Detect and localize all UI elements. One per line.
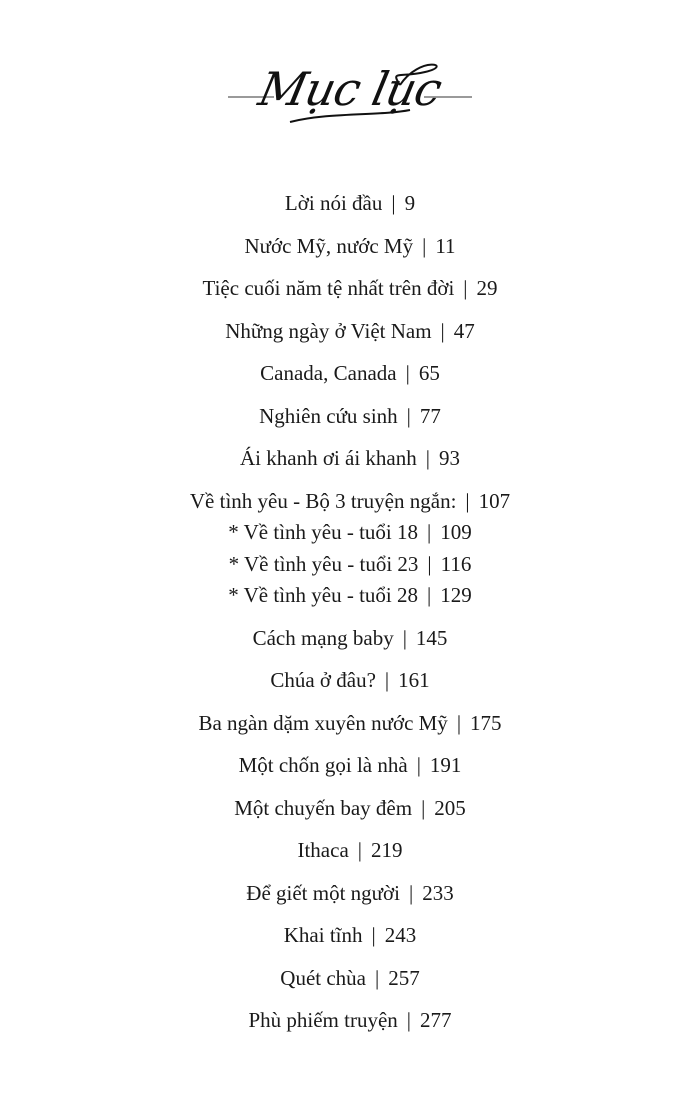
entry-title: Tiệc cuối năm tệ nhất trên đời xyxy=(202,276,455,300)
entry-title: Ithaca xyxy=(297,838,349,862)
page-title: Mục lục xyxy=(254,62,446,116)
separator: | xyxy=(427,583,432,607)
entry-title: Một chuyến bay đêm xyxy=(234,795,413,820)
table-of-contents xyxy=(0,188,700,1037)
entry-title: Chúa ở đâu? xyxy=(270,668,376,692)
separator: | xyxy=(391,191,396,215)
entry-page-number: 11 xyxy=(435,233,456,258)
entry-title: Ái khanh ơi ái khanh xyxy=(240,446,417,470)
separator: | xyxy=(409,880,414,905)
entry-title: * Về tình yêu - tuổi 18 xyxy=(228,520,419,544)
entry-page-number: 257 xyxy=(388,965,420,990)
entry-page-number: 191 xyxy=(429,753,462,777)
entry-page-number: 205 xyxy=(434,795,466,820)
entry-page-number: 107 xyxy=(478,488,511,513)
separator: | xyxy=(422,233,427,258)
entry-title: Quét chùa xyxy=(280,965,366,990)
separator: | xyxy=(425,446,430,470)
separator: | xyxy=(416,753,421,777)
entry-title: * Về tình yêu - tuổi 28 xyxy=(228,583,419,607)
entry-page-number: 77 xyxy=(419,403,441,428)
separator: | xyxy=(427,520,432,544)
toc-entry xyxy=(0,793,700,825)
toc-entry xyxy=(0,273,700,305)
toc-subentry xyxy=(0,549,700,581)
toc-entry xyxy=(0,401,700,433)
separator: | xyxy=(456,710,462,735)
toc-entry xyxy=(0,188,700,220)
toc-entry xyxy=(0,231,700,263)
entry-title: Để giết một người xyxy=(246,880,400,905)
toc-entry xyxy=(0,316,700,348)
entry-page-number: 65 xyxy=(418,361,440,385)
toc-entry xyxy=(0,708,700,740)
entry-title: Phù phiếm truyện xyxy=(248,1008,398,1032)
entry-title: Về tình yêu - Bộ 3 truyện ngắn: xyxy=(189,488,457,513)
entry-page-number: 129 xyxy=(440,583,472,607)
entry-page-number: 277 xyxy=(420,1008,452,1032)
entry-title: Một chốn gọi là nhà xyxy=(238,753,408,777)
toc-entry xyxy=(0,1005,700,1037)
entry-title: Khai tĩnh xyxy=(283,923,363,947)
separator: | xyxy=(357,838,362,862)
entry-title: Những ngày ở Việt Nam xyxy=(225,318,432,343)
separator: | xyxy=(463,276,468,300)
entry-page-number: 145 xyxy=(415,625,448,650)
toc-entry xyxy=(0,835,700,867)
toc-entry xyxy=(0,963,700,995)
entry-page-number: 243 xyxy=(384,923,417,947)
toc-subentry xyxy=(0,517,700,549)
separator: | xyxy=(406,1008,412,1032)
toc-entry xyxy=(0,665,700,697)
entry-page-number: 109 xyxy=(440,520,472,544)
entry-title: Cách mạng baby xyxy=(252,625,394,650)
toc-entry xyxy=(0,358,700,390)
entry-title: Nghiên cứu sinh xyxy=(259,403,398,428)
separator: | xyxy=(375,965,380,990)
entry-title: * Về tình yêu - tuổi 23 xyxy=(228,551,419,576)
entry-title: Nước Mỹ, nước Mỹ xyxy=(244,233,414,258)
entry-page-number: 47 xyxy=(453,318,475,343)
toc-entry xyxy=(0,486,700,518)
entry-page-number: 93 xyxy=(438,446,460,470)
separator: | xyxy=(406,403,411,428)
toc-entry xyxy=(0,878,700,910)
separator: | xyxy=(427,551,432,576)
entry-page-number: 116 xyxy=(440,551,472,576)
separator: | xyxy=(465,488,470,513)
entry-page-number: 161 xyxy=(398,668,430,692)
entry-page-number: 175 xyxy=(470,710,502,735)
entry-title: Canada, Canada xyxy=(260,361,397,385)
entry-page-number: 219 xyxy=(371,838,403,862)
toc-entry xyxy=(0,623,700,655)
toc-subentry xyxy=(0,580,700,612)
entry-page-number: 29 xyxy=(476,276,498,300)
separator: | xyxy=(371,923,376,947)
separator: | xyxy=(384,668,390,692)
toc-entry xyxy=(0,750,700,782)
entry-page-number: 233 xyxy=(422,880,454,905)
separator: | xyxy=(402,625,407,650)
separator: | xyxy=(405,361,410,385)
entry-title: Lời nói đầu xyxy=(284,191,383,215)
separator: | xyxy=(440,318,445,343)
toc-entry xyxy=(0,920,700,952)
toc-entry xyxy=(0,443,700,475)
separator: | xyxy=(421,795,426,820)
entry-page-number: 9 xyxy=(404,191,416,215)
entry-title: Ba ngàn dặm xuyên nước Mỹ xyxy=(198,710,448,735)
